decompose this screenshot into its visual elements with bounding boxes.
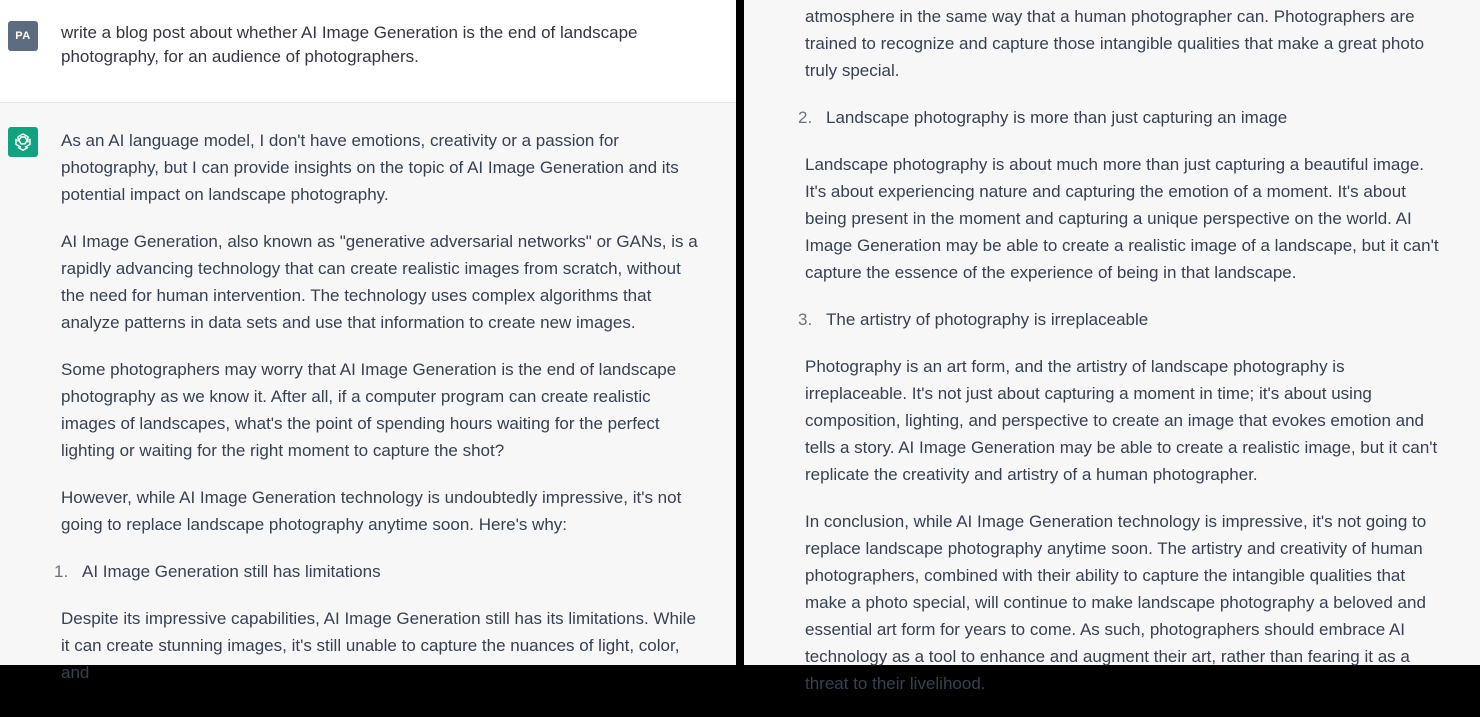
list-item-title: AI Image Generation still has limitations [82,562,381,581]
assistant-paragraph: In conclusion, while AI Image Generation technology is impressive, it's not going to replace landscape photography anytime soon. The artistry and creativity of human photographers, combined with their ability to capture the intangible qualities that make a photo special, will continue to make landscape photography a beloved and essential art form for years to come. As such, photographers should embrace AI technology as a tool to enhance and augment their art, rather than fearing it as a threat to their livelihood. [805,512,1427,693]
list-item-title: The artistry of photography is irreplaceable [826,310,1149,329]
list-item [798,306,1445,333]
right-chat-panel [744,0,1480,693]
assistant-paragraph: AI Image Generation, also known as "generative adversarial networks" or GANs, is a rapidly advancing technology that can create realistic images from scratch, without the need for human intervention. The technology uses complex algorithms that analyze patterns in data sets and use that information to create new images. [61,232,698,332]
assistant-paragraph: Photography is an art form, and the artistry of landscape photography is irreplaceable. It's not just about capturing a moment in time; it's about using composition, lighting, and perspective to create an image that evokes emotion and tells a story. AI Image Generation may be able to create a realistic image, but it can't replicate the creativity and artistry of a human photographer. [805,357,1438,484]
list-number: 1. [54,562,69,581]
assistant-paragraph: Landscape photography is about much more than just capturing a beautiful image. It's about experiencing nature and capturing the emotion of a moment. It's about being present in the moment and capturing a unique perspective on the world. AI Image Generation may be able to create a realistic image of a landscape, but it can't capture the essence of the experience of being in that landscape. [805,155,1439,282]
user-message-row [0,0,736,103]
assistant-message [54,127,701,706]
list-number: 2. [798,108,813,127]
list-item-title: Landscape photography is more than just capturing an image [826,108,1288,127]
list-item [54,558,701,585]
assistant-message-continued [798,3,1445,717]
assistant-paragraph: Some photographers may worry that AI Image Generation is the end of landscape photography as we know it. After all, if a computer program can create realistic images of landscapes, what's the point of spending hours waiting for the perfect lighting or waiting for the right moment to capture the shot? [61,360,677,460]
assistant-paragraph: Despite its impressive capabilities, AI Image Generation still has its limitations. While it can create stunning images, it's still unable to capture the nuances of light, color, and [61,609,696,682]
assistant-paragraph: atmosphere in the same way that a human photographer can. Photographers are trained to recognize and capture those intangible qualities that make a great photo truly special. [805,7,1425,80]
user-prompt-text: write a blog post about whether AI Image Generation is the end of landscape photography, for an audience of photographers. [61,23,638,66]
list-number: 3. [798,310,813,329]
left-chat-panel [0,0,736,682]
user-avatar: PA [8,21,38,51]
assistant-paragraph: However, while AI Image Generation technology is undoubtedly impressive, it's not going to replace landscape photography anytime soon. Here's why: [61,488,682,534]
list-item [798,104,1445,131]
openai-logo-icon [8,127,38,157]
assistant-paragraph: As an AI language model, I don't have emotions, creativity or a passion for photography, but I can provide insights on the topic of AI Image Generation and its potential impact on landscape photography. [61,131,679,204]
